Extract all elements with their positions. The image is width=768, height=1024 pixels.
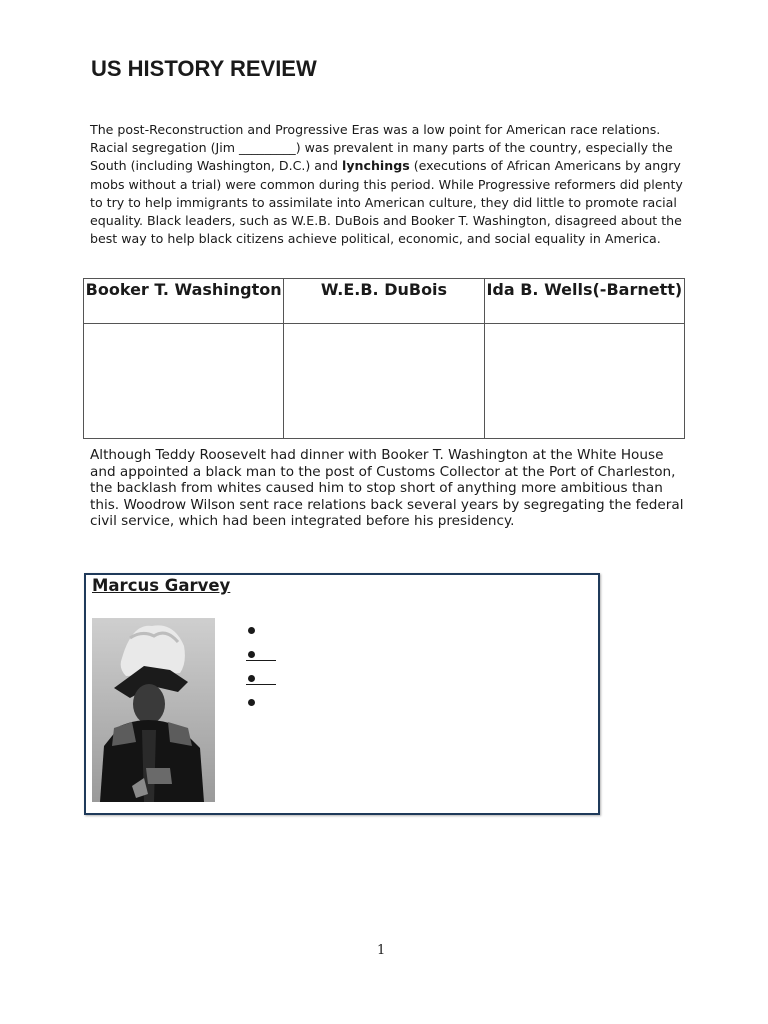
page-title: US HISTORY REVIEW — [91, 56, 317, 81]
table-header-row — [84, 279, 685, 324]
list-item[interactable] — [246, 621, 286, 645]
table-row — [84, 324, 685, 439]
bullet-dot-icon — [248, 675, 255, 682]
roosevelt-wilson-paragraph: Although Teddy Roosevelt had dinner with Booker T. Washington at the White House and appointed a black man to the post of Customs Collector at the Port of Charleston, the backlash from whites caused him to stop short of anything more ambitious than this. Woodrow Wilson sent race relations back several years by segregating the federal civil service, which had been integrated before his presidency. — [90, 447, 684, 530]
list-item[interactable] — [246, 693, 286, 717]
cell-booker-washington[interactable] — [84, 324, 284, 439]
header-web-dubois: W.E.B. DuBois — [284, 279, 484, 324]
bullet-dot-icon — [248, 699, 255, 706]
header-booker-washington: Booker T. Washington — [84, 279, 284, 324]
garvey-portrait-image — [92, 618, 215, 802]
bullet-dot-icon — [248, 651, 255, 658]
leaders-table — [83, 278, 685, 439]
intro-text-2: (executions of African Americans by angry mobs without a trial) were common during this period. While Progressive reformers did plenty to try to help immigrants to assimilate into American culture, they did little to promote racial equality. Black leaders, such as W.E.B. DuBois and Booker T. Washington, disagreed about the best way to help black citizens achieve political, economic, and social equality in America. — [90, 158, 683, 247]
list-item[interactable] — [246, 645, 286, 669]
bullet-dot-icon — [248, 627, 255, 634]
list-item[interactable] — [246, 669, 286, 693]
garvey-bullet-list — [246, 621, 286, 717]
page-number: 1 — [377, 943, 386, 958]
garvey-heading: Marcus Garvey — [92, 576, 231, 595]
cell-web-dubois[interactable] — [284, 324, 484, 439]
marcus-garvey-box — [84, 573, 600, 815]
intro-bold-term: lynchings — [342, 158, 410, 174]
header-ida-wells: Ida B. Wells(-Barnett) — [484, 279, 684, 324]
intro-paragraph — [90, 121, 690, 248]
cell-ida-wells[interactable] — [484, 324, 684, 439]
intro-text-1: The post-Reconstruction and Progressive Eras was a low point for American race relations. Racial segregation (Jim _________) was prevalent in many parts of the country, especially the South (including Washington, D.C.) and — [90, 122, 673, 174]
